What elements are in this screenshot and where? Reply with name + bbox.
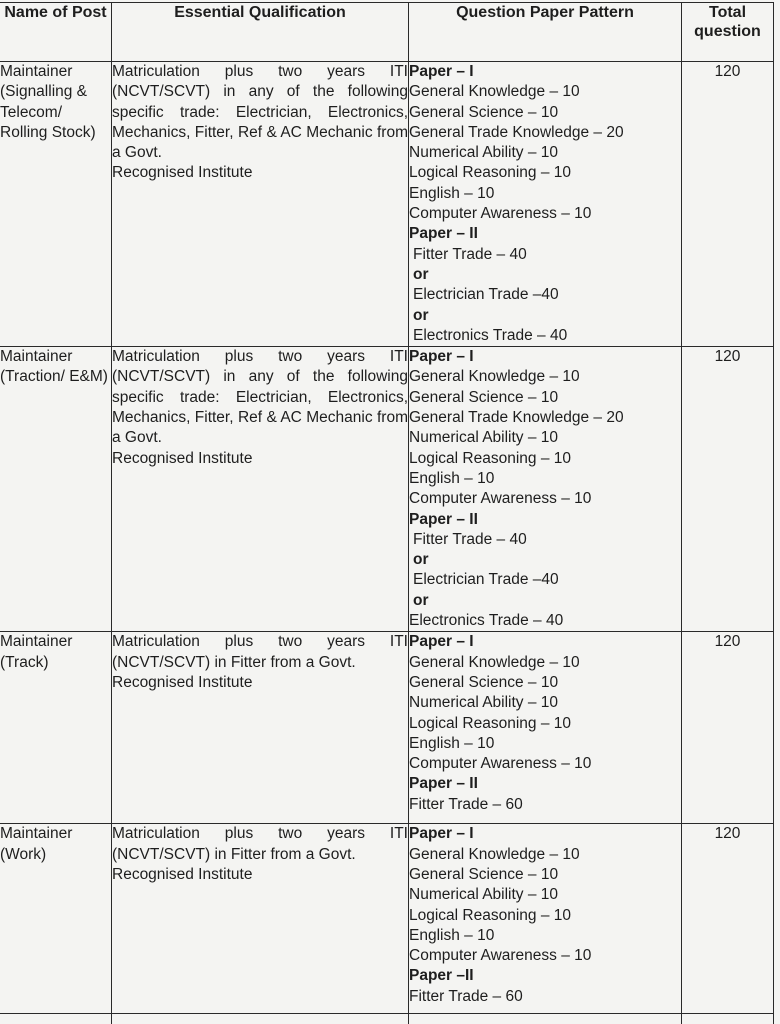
table-row-cut-off — [0, 1014, 774, 1024]
post-name-cell: Maintainer (Work) — [0, 824, 112, 1014]
or-separator: or — [413, 591, 429, 609]
table-row — [0, 62, 774, 347]
header-essential-qualification: Essential Qualification — [112, 3, 409, 62]
pattern-item: Numerical Ability – 10 — [409, 429, 559, 447]
pattern-item: General Trade Knowledge – 20 — [409, 409, 624, 427]
paper-pattern-cell — [409, 62, 682, 347]
qualification-text: Matriculation plus two years ITI (NCVT/SCVT) in any of the following specific trade: Electrician, Electronics, Mechanics, Fitter, Ref & AC Mechanic from a Govt. — [112, 63, 408, 162]
table-row — [0, 632, 774, 824]
or-separator: or — [413, 265, 429, 283]
paper-heading: Paper – I — [409, 348, 474, 366]
header-question-paper-pattern: Question Paper Pattern — [409, 3, 682, 62]
qualification-text-end: Recognised Institute — [112, 164, 253, 182]
paper-heading: Paper – I — [409, 825, 474, 843]
total-question-cell: 120 — [682, 632, 774, 824]
qualification-text-end: Recognised Institute — [112, 865, 253, 883]
pattern-item: General Science – 10 — [409, 388, 559, 406]
pattern-item: Numerical Ability – 10 — [409, 144, 559, 162]
pattern-item: Computer Awareness – 10 — [409, 490, 592, 508]
paper-heading: Paper – II — [409, 225, 478, 243]
pattern-item: English – 10 — [409, 734, 495, 752]
pattern-item: Fitter Trade – 40 — [413, 530, 527, 548]
pattern-item: Computer Awareness – 10 — [409, 205, 592, 223]
header-name-of-post: Name of Post — [0, 3, 112, 62]
cut-off-cell — [0, 1014, 112, 1024]
pattern-item: General Knowledge – 10 — [409, 845, 580, 863]
pattern-item: Electrician Trade –40 — [413, 286, 559, 304]
pattern-item: General Knowledge – 10 — [409, 83, 580, 101]
cut-off-cell — [682, 1014, 774, 1024]
pattern-item: Electronics Trade – 40 — [409, 612, 564, 630]
pattern-item: General Science – 10 — [409, 673, 559, 691]
qualification-text: Matriculation plus two years ITI (NCVT/SCVT) in Fitter from a Govt. — [112, 825, 408, 863]
pattern-item: Fitter Trade – 60 — [409, 987, 523, 1005]
pattern-item: General Knowledge – 10 — [409, 368, 580, 386]
pattern-item: General Science – 10 — [409, 103, 559, 121]
qualification-cell — [112, 347, 409, 632]
pattern-item: English – 10 — [409, 469, 495, 487]
qualification-text: Matriculation plus two years ITI (NCVT/SCVT) in any of the following specific trade: Electrician, Electronics, Mechanics, Fitter, Ref & AC Mechanic from a Govt. — [112, 348, 408, 447]
paper-heading: Paper –II — [409, 967, 474, 985]
qualification-text-end: Recognised Institute — [112, 673, 253, 691]
pattern-item: Logical Reasoning – 10 — [409, 164, 572, 182]
paper-heading: Paper – II — [409, 775, 478, 793]
pattern-item: General Knowledge – 10 — [409, 653, 580, 671]
cut-off-cell — [409, 1014, 682, 1024]
total-question-cell: 120 — [682, 824, 774, 1014]
paper-pattern-cell — [409, 347, 682, 632]
qualification-cell — [112, 824, 409, 1014]
or-separator: or — [413, 551, 429, 569]
pattern-item: Fitter Trade – 60 — [409, 795, 523, 813]
qualification-text-end: Recognised Institute — [112, 449, 253, 467]
total-question-cell: 120 — [682, 347, 774, 632]
pattern-item: Logical Reasoning – 10 — [409, 714, 572, 732]
pattern-item: Electrician Trade –40 — [413, 571, 559, 589]
header-row — [0, 3, 774, 62]
pattern-item: Fitter Trade – 40 — [413, 245, 527, 263]
pattern-item: Electronics Trade – 40 — [413, 326, 568, 344]
total-question-cell: 120 — [682, 62, 774, 347]
pattern-item: General Science – 10 — [409, 865, 559, 883]
post-name-cell: Maintainer (Track) — [0, 632, 112, 824]
pattern-item: Numerical Ability – 10 — [409, 694, 559, 712]
pattern-item: Numerical Ability – 10 — [409, 886, 559, 904]
pattern-item: English – 10 — [409, 926, 495, 944]
paper-pattern-cell — [409, 632, 682, 824]
header-total-question: Total question — [682, 3, 774, 62]
pattern-item: Computer Awareness – 10 — [409, 947, 592, 965]
pattern-item: Computer Awareness – 10 — [409, 755, 592, 773]
paper-pattern-cell — [409, 824, 682, 1014]
table-row — [0, 347, 774, 632]
pattern-item: Logical Reasoning – 10 — [409, 449, 572, 467]
pattern-item: English – 10 — [409, 184, 495, 202]
paper-heading: Paper – I — [409, 633, 474, 651]
paper-heading: Paper – I — [409, 63, 474, 80]
qualification-text: Matriculation plus two years ITI (NCVT/SCVT) in Fitter from a Govt. — [112, 633, 408, 671]
or-separator: or — [413, 306, 429, 324]
post-name-cell: Maintainer (Traction/ E&M) — [0, 347, 112, 632]
qualification-cell — [112, 632, 409, 824]
pattern-item: Logical Reasoning – 10 — [409, 906, 572, 924]
cut-off-cell — [112, 1014, 409, 1024]
table-row — [0, 824, 774, 1014]
qualification-cell — [112, 62, 409, 347]
pattern-item: General Trade Knowledge – 20 — [409, 123, 624, 141]
question-pattern-table — [0, 2, 774, 1024]
post-name-cell: Maintainer (Signalling & Telecom/ Rolling Stock) — [0, 62, 112, 347]
paper-heading: Paper – II — [409, 510, 478, 528]
